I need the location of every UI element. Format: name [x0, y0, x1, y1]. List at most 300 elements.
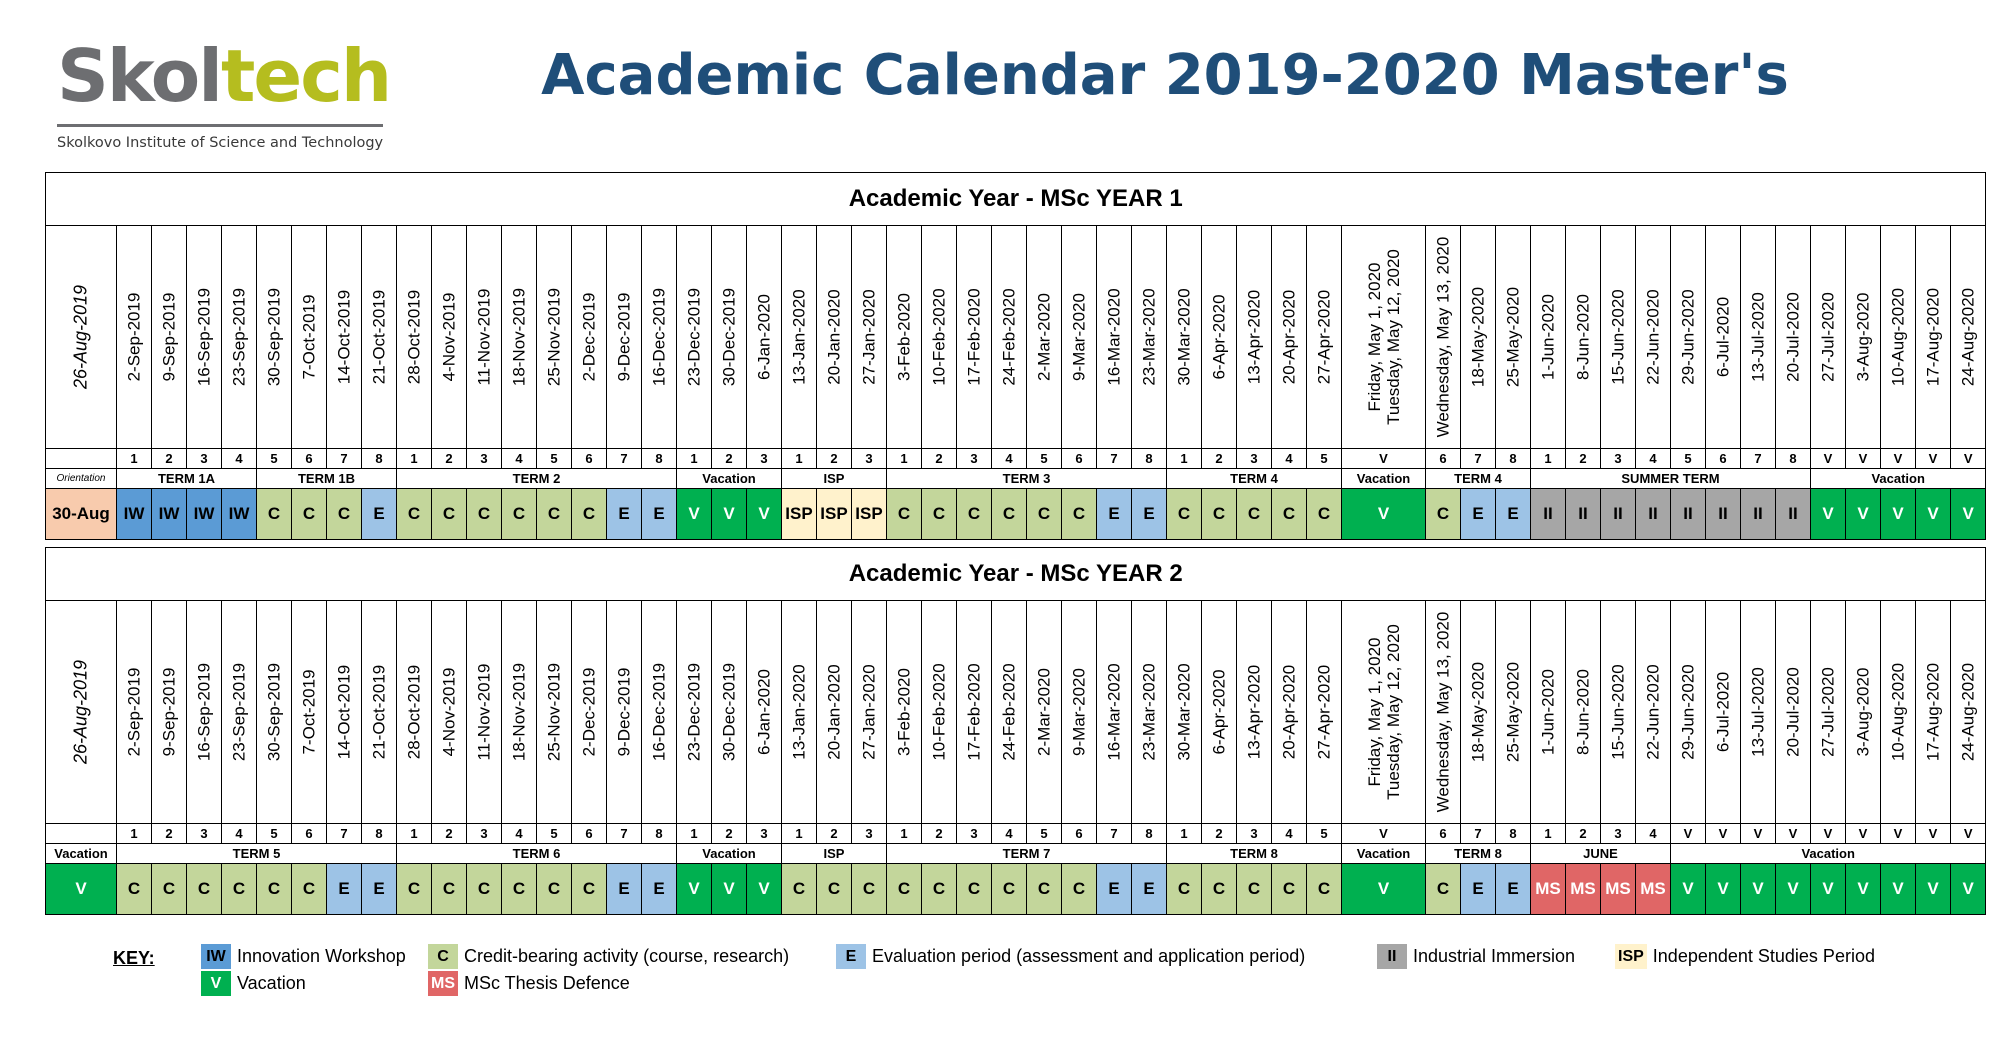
- activity-cell: MS: [1531, 864, 1566, 915]
- week-number: 3: [187, 449, 222, 469]
- week-date: 1-Jun-2020: [1538, 668, 1558, 756]
- week-date-cell: [1027, 226, 1062, 449]
- week-date: Wednesday, May 13, 2020: [1433, 611, 1453, 813]
- term-label: TERM 2: [397, 469, 677, 489]
- week-date: 20-Jul-2020: [1783, 292, 1803, 382]
- activity-cell: V: [1846, 489, 1881, 540]
- key-swatch: E: [836, 944, 866, 969]
- activity-cell: E: [607, 489, 642, 540]
- page-title: Academic Calendar 2019-2020 Master's: [541, 43, 1789, 108]
- key-swatch: V: [201, 971, 231, 996]
- activity-cell: C: [1167, 864, 1202, 915]
- week-date-cell: [187, 601, 222, 824]
- week-date: 1-Jun-2020: [1538, 293, 1558, 381]
- activity-cell: II: [1741, 489, 1776, 540]
- week-number: 3: [852, 449, 887, 469]
- week-date: 3-Aug-2020: [1853, 292, 1873, 382]
- week-date-cell: [397, 601, 432, 824]
- week-date: 22-Jun-2020: [1643, 289, 1663, 385]
- activity-cell: C: [502, 864, 537, 915]
- activity-cell: IW: [222, 489, 257, 540]
- week-date: 13-Jan-2020: [789, 289, 809, 385]
- week-date: 17-Feb-2020: [964, 663, 984, 761]
- week-date-cell: [1097, 226, 1132, 449]
- week-date: 30-Mar-2020: [1174, 288, 1194, 386]
- activity-cell: 30-Aug: [46, 489, 117, 540]
- week-date: 30-Dec-2019: [719, 662, 739, 762]
- activity-cell: V: [1951, 864, 1986, 915]
- activity-cell: C: [292, 864, 327, 915]
- week-date-cell: [257, 226, 292, 449]
- activity-cell: V: [747, 864, 782, 915]
- week-date-cell: [537, 226, 572, 449]
- week-date-cell: [1132, 601, 1167, 824]
- activity-cell: C: [467, 489, 502, 540]
- activity-cell: C: [187, 864, 222, 915]
- week-date: 8-Jun-2020: [1573, 668, 1593, 756]
- week-number: 6: [572, 824, 607, 844]
- week-date-cell: [747, 601, 782, 824]
- week-date: 6-Apr-2020: [1209, 294, 1229, 380]
- activity-cell: V: [1776, 864, 1811, 915]
- activity-cell: V: [1811, 489, 1846, 540]
- week-date-cell: [1916, 601, 1951, 824]
- term-label: TERM 7: [887, 844, 1167, 864]
- week-date-cell: [1601, 601, 1636, 824]
- week-date-cell: [1307, 226, 1342, 449]
- week-date-cell: [1426, 226, 1461, 449]
- week-date-cell: [1167, 226, 1202, 449]
- week-date-cell: [1307, 601, 1342, 824]
- term-label: TERM 3: [887, 469, 1167, 489]
- week-date: 6-Jul-2020: [1713, 296, 1733, 378]
- week-date-cell: [362, 601, 397, 824]
- week-number: 6: [1706, 449, 1741, 469]
- week-date: 17-Aug-2020: [1923, 662, 1943, 762]
- week-date-cell: [327, 226, 362, 449]
- activity-cell: C: [817, 864, 852, 915]
- week-date-cell: [1671, 226, 1706, 449]
- key-item: [836, 944, 1305, 969]
- week-number: 8: [1776, 449, 1811, 469]
- key-text: MSc Thesis Defence: [464, 973, 630, 993]
- week-number: 8: [362, 449, 397, 469]
- week-date-cell: [432, 601, 467, 824]
- week-number: 7: [327, 824, 362, 844]
- key-text: Industrial Immersion: [1413, 946, 1576, 966]
- key-item: [201, 944, 406, 969]
- week-date: 26-Aug-2019: [70, 284, 91, 390]
- week-date-cell: [572, 226, 607, 449]
- activity-cell: C: [887, 864, 922, 915]
- activity-cell: V: [747, 489, 782, 540]
- activity-cell: C: [992, 489, 1027, 540]
- week-date: 24-Aug-2020: [1958, 287, 1978, 387]
- week-date: 16-Mar-2020: [1104, 288, 1124, 386]
- activity-cell: C: [432, 864, 467, 915]
- week-number: 2: [817, 824, 852, 844]
- logo-wordmark: Skoltech: [57, 34, 391, 118]
- week-date-cell: [1426, 601, 1461, 824]
- week-date: 16-Mar-2020: [1104, 663, 1124, 761]
- week-date-cell: [1811, 601, 1846, 824]
- activity-cell: E: [1097, 489, 1132, 540]
- key-text: Vacation: [237, 973, 306, 993]
- week-date: 25-Nov-2019: [544, 662, 564, 762]
- activity-cell: II: [1776, 489, 1811, 540]
- week-date: 29-Jun-2020: [1678, 664, 1698, 760]
- week-date-cell: [467, 601, 502, 824]
- week-number: 1: [1531, 824, 1566, 844]
- week-date-cell: [1881, 226, 1916, 449]
- week-date-cell: [957, 601, 992, 824]
- activity-cell: C: [152, 864, 187, 915]
- activity-cell: C: [782, 864, 817, 915]
- week-number: 8: [362, 824, 397, 844]
- week-date-cell: [677, 601, 712, 824]
- week-date-cell: [887, 601, 922, 824]
- week-number: 6: [1062, 824, 1097, 844]
- week-number: 6: [292, 824, 327, 844]
- activity-cell: E: [642, 864, 677, 915]
- week-date-cell: [1202, 601, 1237, 824]
- week-number: V: [1811, 824, 1846, 844]
- week-number: 6: [572, 449, 607, 469]
- week-date-cell: [607, 601, 642, 824]
- week-number: 2: [1566, 449, 1601, 469]
- week-date: 2-Sep-2019: [124, 667, 144, 757]
- activity-cell: C: [992, 864, 1027, 915]
- week-date: 27-Apr-2020: [1314, 664, 1334, 760]
- week-date-cell: [292, 226, 327, 449]
- week-date-cell: [782, 226, 817, 449]
- week-number: 4: [222, 449, 257, 469]
- week-date: 28-Oct-2019: [404, 289, 424, 385]
- week-date-cell: [1062, 226, 1097, 449]
- activity-cell: V: [1671, 864, 1706, 915]
- week-number: 3: [467, 449, 502, 469]
- activity-cell: C: [537, 864, 572, 915]
- week-date: 30-Sep-2019: [264, 662, 284, 762]
- week-date: 4-Nov-2019: [439, 292, 459, 382]
- week-date-cell: [292, 601, 327, 824]
- term-label: ISP: [782, 844, 887, 864]
- week-number: [46, 449, 117, 469]
- term-label: TERM 4: [1167, 469, 1342, 489]
- week-number: 2: [152, 824, 187, 844]
- week-number: 3: [1237, 449, 1272, 469]
- week-number: 2: [712, 449, 747, 469]
- week-number: 3: [852, 824, 887, 844]
- key-swatch: ISP: [1615, 944, 1647, 969]
- activity-cell: C: [1272, 864, 1307, 915]
- activity-cell: V: [712, 864, 747, 915]
- week-number: 5: [537, 449, 572, 469]
- week-date: 25-Nov-2019: [544, 287, 564, 387]
- activity-cell: C: [572, 864, 607, 915]
- week-date: 29-Jun-2020: [1678, 289, 1698, 385]
- activity-cell: V: [1741, 864, 1776, 915]
- week-date: Friday, May 1, 2020 Tuesday, May 12, 2020: [1364, 249, 1403, 425]
- week-number: 6: [292, 449, 327, 469]
- activity-cell: C: [432, 489, 467, 540]
- week-number: V: [1671, 824, 1706, 844]
- week-number: [46, 824, 117, 844]
- key-text: Innovation Workshop: [237, 946, 406, 966]
- term-label: ISP: [782, 469, 887, 489]
- week-date-cell: [747, 226, 782, 449]
- week-date-cell: [1881, 601, 1916, 824]
- activity-cell: C: [257, 489, 292, 540]
- week-date-cell: [1776, 601, 1811, 824]
- key-item: [201, 971, 306, 996]
- activity-cell: V: [1916, 489, 1951, 540]
- week-date-cell: [957, 226, 992, 449]
- term-label: SUMMER TERM: [1531, 469, 1811, 489]
- activity-cell: C: [292, 489, 327, 540]
- activity-cell: C: [1027, 489, 1062, 540]
- week-number: 2: [1566, 824, 1601, 844]
- week-number: 6: [1426, 824, 1461, 844]
- week-date-cell: [1601, 226, 1636, 449]
- week-date-cell: [1202, 226, 1237, 449]
- week-date: 11-Nov-2019: [474, 288, 494, 386]
- week-number: 3: [1237, 824, 1272, 844]
- activity-cell: C: [502, 489, 537, 540]
- activity-cell: II: [1636, 489, 1671, 540]
- week-date: 10-Feb-2020: [929, 663, 949, 761]
- week-date: 23-Sep-2019: [229, 287, 249, 387]
- week-date: 21-Oct-2019: [369, 664, 389, 760]
- week-date: 22-Jun-2020: [1643, 664, 1663, 760]
- week-date-cell: [327, 601, 362, 824]
- week-date-cell: [1496, 226, 1531, 449]
- activity-cell: II: [1531, 489, 1566, 540]
- week-date: 11-Nov-2019: [474, 663, 494, 761]
- activity-cell: V: [1881, 864, 1916, 915]
- week-date-cell: [1272, 226, 1307, 449]
- term-label: Vacation: [677, 844, 782, 864]
- week-date-cell: [1027, 601, 1062, 824]
- activity-cell: E: [1496, 489, 1531, 540]
- week-date: 18-May-2020: [1468, 661, 1488, 763]
- week-date: 6-Jan-2020: [754, 668, 774, 756]
- week-date-cell: [46, 226, 117, 449]
- term-label: Orientation: [46, 469, 117, 489]
- week-date: 18-Nov-2019: [509, 662, 529, 762]
- week-date: 23-Mar-2020: [1139, 663, 1159, 761]
- week-date: 15-Jun-2020: [1608, 664, 1628, 760]
- activity-cell: V: [1881, 489, 1916, 540]
- week-date-cell: [852, 226, 887, 449]
- week-date-cell: [1846, 226, 1881, 449]
- week-date-cell: [642, 226, 677, 449]
- week-number: V: [1706, 824, 1741, 844]
- week-date-cell: [1951, 226, 1986, 449]
- calendar-table-year-2: [45, 547, 1986, 915]
- week-number: 7: [1097, 449, 1132, 469]
- key-item: [428, 971, 630, 996]
- activity-cell: V: [1342, 489, 1426, 540]
- activity-cell: C: [1202, 864, 1237, 915]
- week-date-cell: [46, 601, 117, 824]
- term-label: Vacation: [1811, 469, 1986, 489]
- week-date-cell: [1706, 226, 1741, 449]
- week-date: 8-Jun-2020: [1573, 293, 1593, 381]
- week-number: V: [1741, 824, 1776, 844]
- week-date-cell: [677, 226, 712, 449]
- week-date: Friday, May 1, 2020 Tuesday, May 12, 2020: [1364, 624, 1403, 800]
- week-number: V: [1776, 824, 1811, 844]
- week-number: 1: [1167, 824, 1202, 844]
- week-date: 4-Nov-2019: [439, 667, 459, 757]
- week-date-cell: [922, 601, 957, 824]
- activity-cell: E: [1132, 864, 1167, 915]
- week-date: 9-Sep-2019: [159, 667, 179, 757]
- activity-cell: V: [1951, 489, 1986, 540]
- week-number: 3: [747, 824, 782, 844]
- week-number: 1: [1531, 449, 1566, 469]
- week-date-cell: [782, 601, 817, 824]
- activity-cell: C: [1062, 489, 1097, 540]
- activity-cell: C: [467, 864, 502, 915]
- week-number: 2: [1202, 824, 1237, 844]
- week-date: 25-May-2020: [1503, 661, 1523, 763]
- week-date: 23-Dec-2019: [684, 662, 704, 762]
- week-number: 7: [1741, 449, 1776, 469]
- week-number: 3: [957, 449, 992, 469]
- week-number: V: [1916, 824, 1951, 844]
- week-number: V: [1881, 824, 1916, 844]
- week-number: 1: [887, 824, 922, 844]
- week-date-cell: [1741, 601, 1776, 824]
- week-date-cell: [1342, 226, 1426, 449]
- week-number: 8: [642, 449, 677, 469]
- activity-cell: C: [1062, 864, 1097, 915]
- week-date: 13-Apr-2020: [1244, 664, 1264, 760]
- week-number: 2: [712, 824, 747, 844]
- logo-divider: [57, 124, 383, 127]
- week-date-cell: [1566, 226, 1601, 449]
- week-date-cell: [817, 226, 852, 449]
- week-date: 20-Jan-2020: [824, 289, 844, 385]
- week-date: 2-Mar-2020: [1034, 293, 1054, 381]
- week-date-cell: [1636, 226, 1671, 449]
- week-number: V: [1342, 449, 1426, 469]
- week-date: 20-Apr-2020: [1279, 664, 1299, 760]
- activity-cell: MS: [1601, 864, 1636, 915]
- activity-cell: E: [1461, 864, 1496, 915]
- week-number: 1: [677, 824, 712, 844]
- week-date-cell: [1237, 226, 1272, 449]
- key-item: [428, 944, 789, 969]
- activity-cell: C: [957, 489, 992, 540]
- activity-cell: V: [1706, 864, 1741, 915]
- activity-cell: MS: [1636, 864, 1671, 915]
- activity-cell: II: [1671, 489, 1706, 540]
- week-date-cell: [992, 601, 1027, 824]
- week-date-cell: [1776, 226, 1811, 449]
- activity-cell: E: [1496, 864, 1531, 915]
- week-date-cell: [852, 601, 887, 824]
- week-number: 3: [1601, 824, 1636, 844]
- week-date-cell: [1846, 601, 1881, 824]
- week-number: 2: [432, 449, 467, 469]
- week-number: 7: [607, 824, 642, 844]
- week-date-cell: [1671, 601, 1706, 824]
- week-date: 15-Jun-2020: [1608, 289, 1628, 385]
- week-number: 5: [1307, 449, 1342, 469]
- week-date-cell: [362, 226, 397, 449]
- week-date-cell: [117, 601, 152, 824]
- activity-cell: C: [572, 489, 607, 540]
- week-date: 3-Feb-2020: [894, 668, 914, 756]
- week-number: V: [1846, 824, 1881, 844]
- week-date-cell: [1496, 601, 1531, 824]
- week-number: 2: [432, 824, 467, 844]
- activity-cell: C: [922, 489, 957, 540]
- week-number: 1: [397, 449, 432, 469]
- activity-cell: E: [607, 864, 642, 915]
- week-date-cell: [502, 601, 537, 824]
- week-number: 6: [1426, 449, 1461, 469]
- activity-cell: ISP: [782, 489, 817, 540]
- week-number: 4: [992, 449, 1027, 469]
- week-date: 27-Jul-2020: [1818, 292, 1838, 382]
- week-date: 16-Sep-2019: [194, 287, 214, 387]
- week-date: 14-Oct-2019: [334, 664, 354, 760]
- week-date-cell: [1741, 226, 1776, 449]
- week-date-cell: [992, 226, 1027, 449]
- week-date-cell: [1811, 226, 1846, 449]
- activity-cell: V: [677, 489, 712, 540]
- week-date-cell: [1272, 601, 1307, 824]
- week-number: 5: [1027, 449, 1062, 469]
- week-number: 7: [1461, 449, 1496, 469]
- week-date: 18-May-2020: [1468, 286, 1488, 388]
- key-label: KEY:: [113, 948, 155, 968]
- term-label: Vacation: [677, 469, 782, 489]
- week-number: 8: [1496, 449, 1531, 469]
- week-number: V: [1951, 824, 1986, 844]
- key-swatch: II: [1377, 944, 1407, 969]
- key-text: Evaluation period (assessment and application period): [872, 946, 1306, 966]
- week-number: 4: [502, 824, 537, 844]
- week-date-cell: [1062, 601, 1097, 824]
- week-date: 16-Dec-2019: [649, 287, 669, 387]
- week-date-cell: [1531, 601, 1566, 824]
- activity-cell: C: [327, 489, 362, 540]
- activity-cell: IW: [152, 489, 187, 540]
- activity-cell: C: [257, 864, 292, 915]
- week-date: 9-Dec-2019: [614, 292, 634, 382]
- week-date-cell: [187, 226, 222, 449]
- week-date-cell: [257, 601, 292, 824]
- week-number: 8: [1132, 449, 1167, 469]
- activity-cell: V: [1811, 864, 1846, 915]
- term-label: TERM 4: [1426, 469, 1531, 489]
- week-number: 3: [1601, 449, 1636, 469]
- week-date: 6-Jan-2020: [754, 293, 774, 381]
- week-number: 3: [747, 449, 782, 469]
- skoltech-logo: [57, 34, 397, 151]
- week-number: 4: [1636, 824, 1671, 844]
- activity-cell: C: [117, 864, 152, 915]
- week-number: 5: [257, 824, 292, 844]
- term-label: Vacation: [1342, 844, 1426, 864]
- activity-cell: C: [537, 489, 572, 540]
- week-date: 30-Dec-2019: [719, 287, 739, 387]
